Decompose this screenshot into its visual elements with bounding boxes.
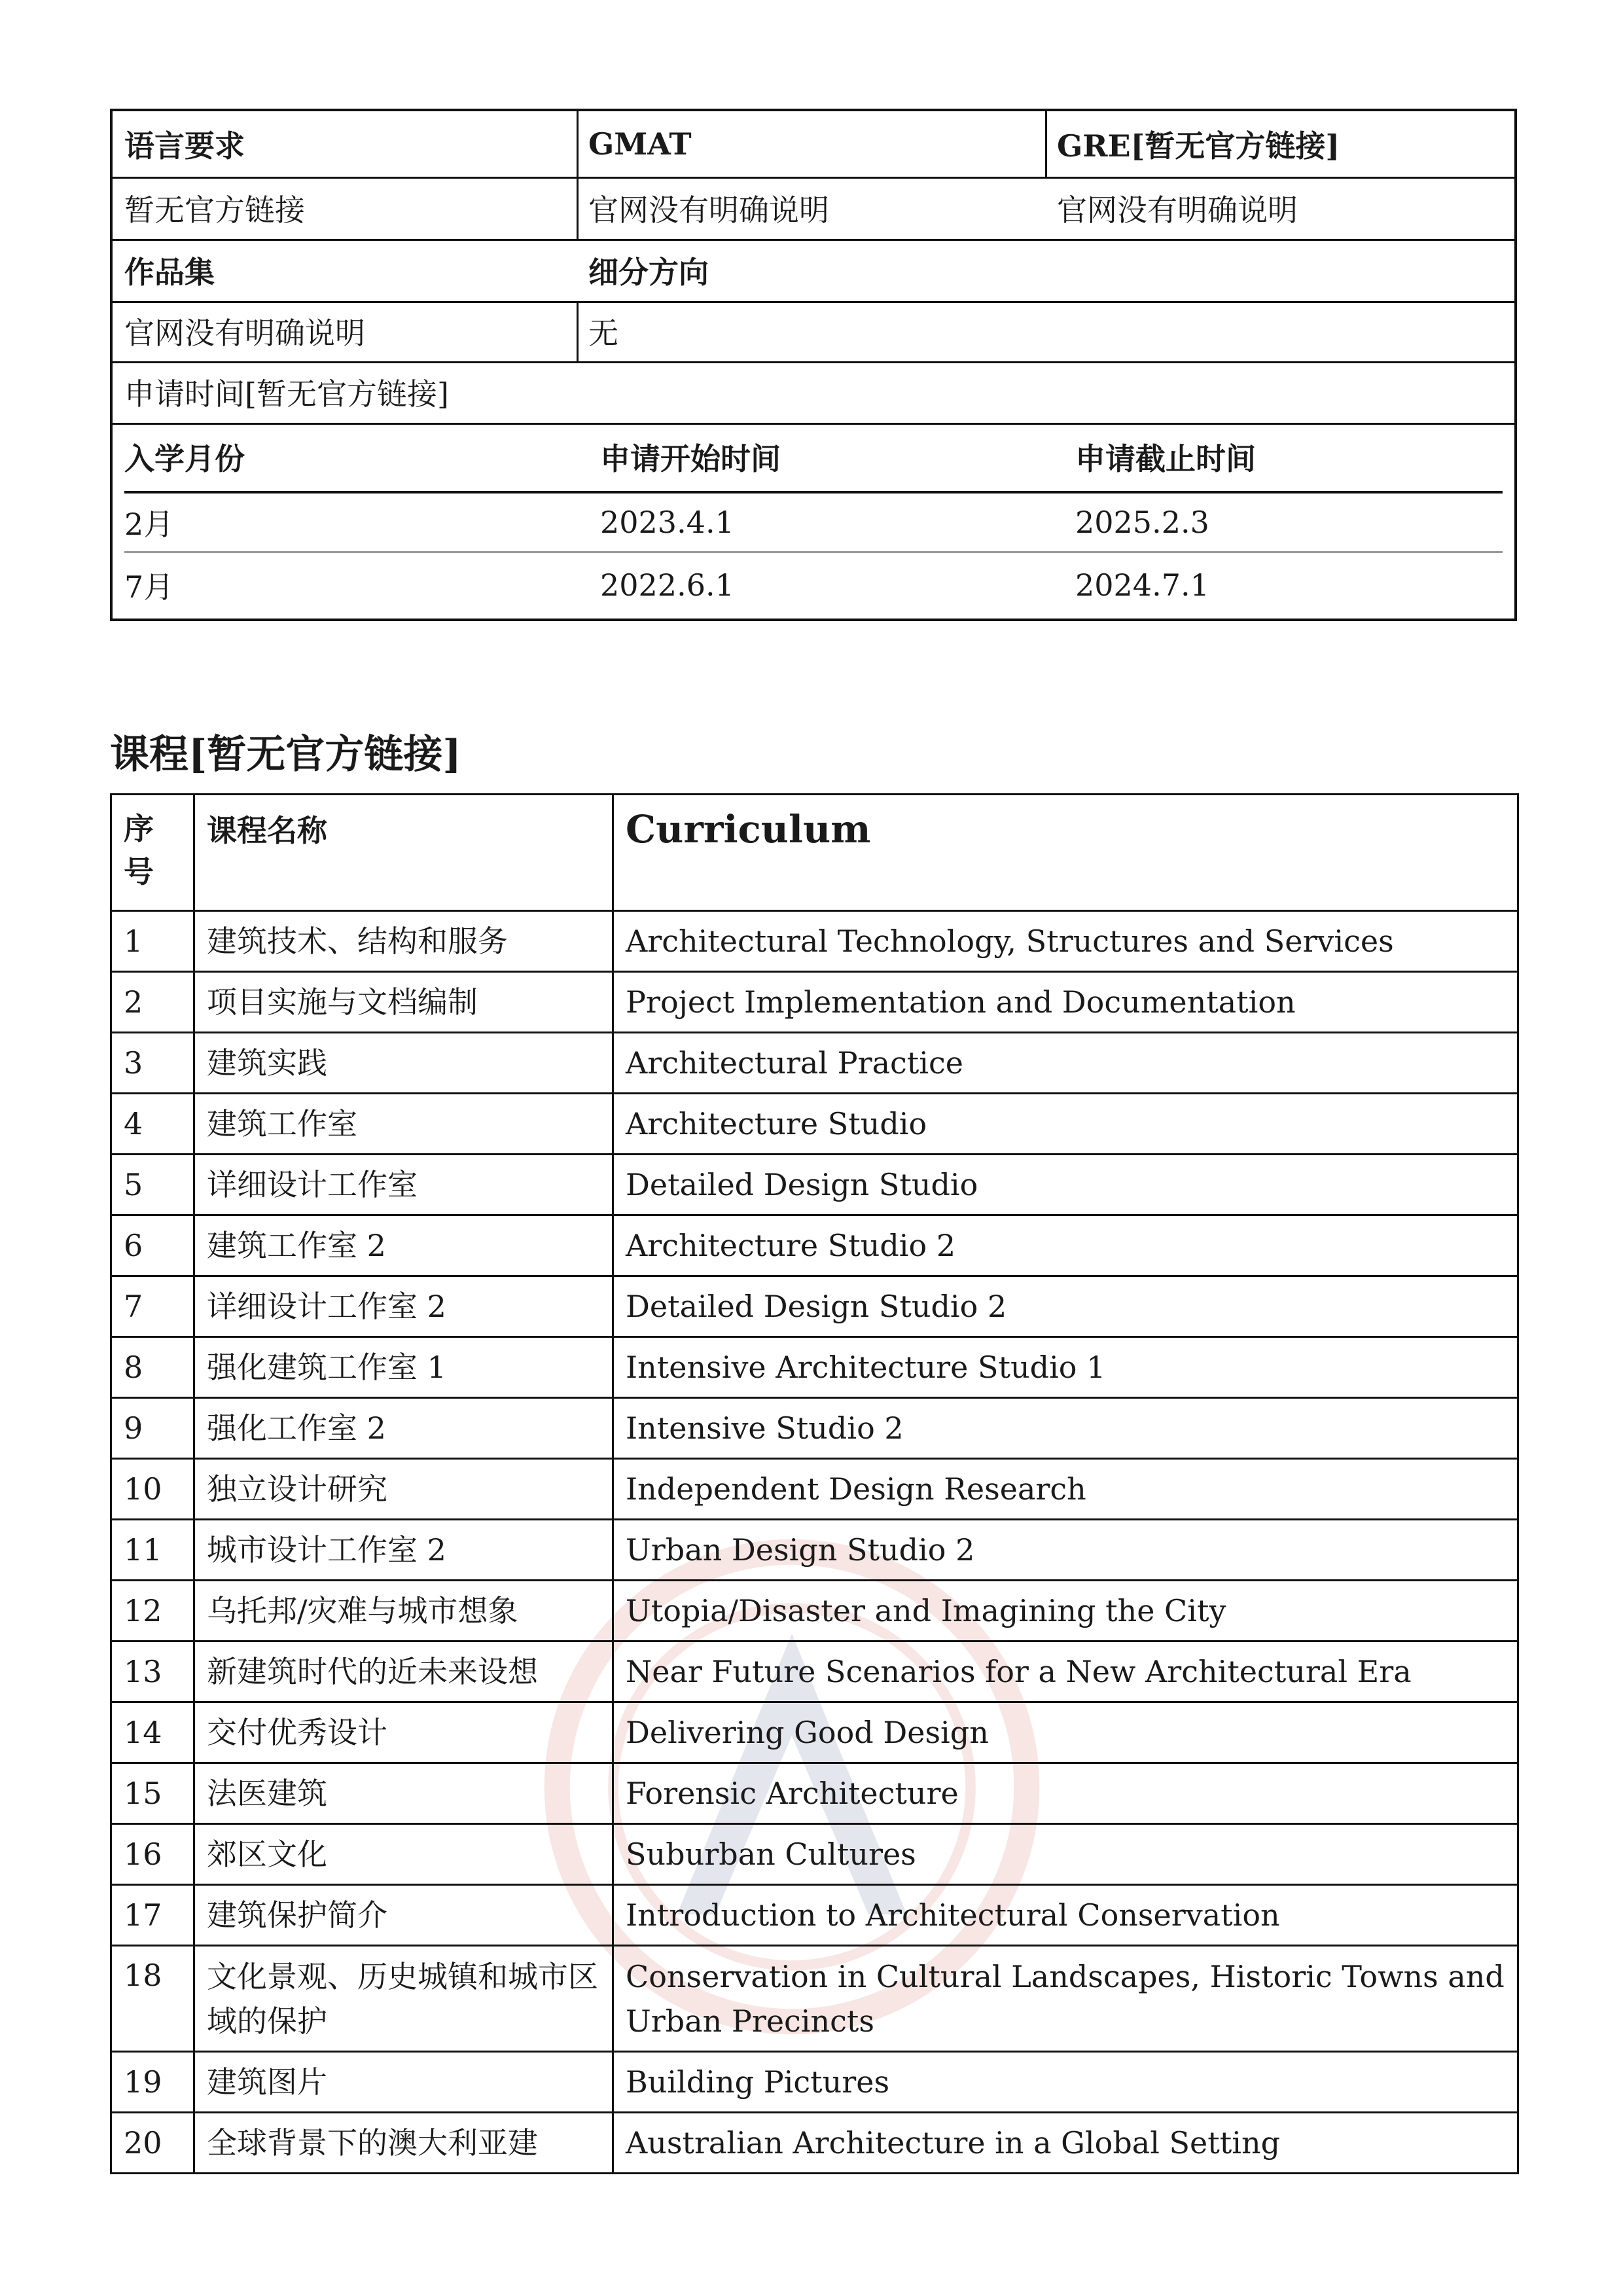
course-name-cn: 强化工作室 2 xyxy=(194,1398,613,1459)
course-number: 20 xyxy=(111,2113,194,2174)
course-number: 10 xyxy=(111,1459,194,1520)
gre-value: 官网没有明确说明 xyxy=(1057,192,1298,228)
requirements-table xyxy=(110,109,1517,621)
course-name-en: Detailed Design Studio xyxy=(613,1155,1518,1215)
specialization-value: 无 xyxy=(588,315,618,351)
course-number: 8 xyxy=(111,1337,194,1398)
gmat-value: 官网没有明确说明 xyxy=(588,192,829,228)
course-name-cn: 建筑实践 xyxy=(194,1033,613,1094)
course-number: 1 xyxy=(111,911,194,972)
course-name-cn: 建筑图片 xyxy=(194,2052,613,2113)
table-row xyxy=(111,1215,1518,1276)
intake-row xyxy=(124,493,1503,551)
table-row xyxy=(111,1276,1518,1337)
course-name-cn: 文化景观、历史城镇和城市区域的保护 xyxy=(194,1946,613,2052)
table-row xyxy=(111,1033,1518,1094)
course-name-en: Near Future Scenarios for a New Architectural Era xyxy=(613,1641,1518,1702)
course-number: 5 xyxy=(111,1155,194,1215)
number-header: 序号 xyxy=(111,795,194,911)
course-number: 3 xyxy=(111,1033,194,1094)
course-name-en: Australian Architecture in a Global Setting xyxy=(613,2113,1518,2174)
course-name-header: 课程名称 xyxy=(194,795,613,911)
table-row xyxy=(111,1398,1518,1459)
table-row xyxy=(111,1094,1518,1155)
course-number: 6 xyxy=(111,1215,194,1276)
table-row xyxy=(111,2113,1518,2174)
course-name-cn: 交付优秀设计 xyxy=(194,1702,613,1763)
course-name-en: Intensive Studio 2 xyxy=(613,1398,1518,1459)
course-name-en: Urban Design Studio 2 xyxy=(613,1520,1518,1581)
course-name-en: Architectural Technology, Structures and Services xyxy=(613,911,1518,972)
course-name-cn: 建筑工作室 xyxy=(194,1094,613,1155)
table-row xyxy=(111,1702,1518,1763)
table-row xyxy=(111,1581,1518,1641)
start-time-header: 申请开始时间 xyxy=(600,441,781,476)
course-name-cn: 建筑技术、结构和服务 xyxy=(194,911,613,972)
course-number: 16 xyxy=(111,1824,194,1885)
course-name-cn: 项目实施与文档编制 xyxy=(194,972,613,1033)
course-name-en: Intensive Architecture Studio 1 xyxy=(613,1337,1518,1398)
course-number: 19 xyxy=(111,2052,194,2113)
intake-month: 7月 xyxy=(124,569,174,605)
curriculum-header: Curriculum xyxy=(613,795,1518,911)
language-requirement-value: 暂无官方链接 xyxy=(124,192,305,228)
course-name-en: Building Pictures xyxy=(613,2052,1518,2113)
gmat-label: GMAT xyxy=(588,126,692,162)
course-name-en: Independent Design Research xyxy=(613,1459,1518,1520)
course-name-en: Architecture Studio 2 xyxy=(613,1215,1518,1276)
table-row xyxy=(111,2052,1518,2113)
course-number: 17 xyxy=(111,1885,194,1946)
specialization-label: 细分方向 xyxy=(588,254,709,290)
deadline-header: 申请截止时间 xyxy=(1075,441,1256,476)
course-number: 15 xyxy=(111,1763,194,1824)
application-time-label: 申请时间[暂无官方链接] xyxy=(124,376,449,412)
course-name-cn: 独立设计研究 xyxy=(194,1459,613,1520)
course-name-en: Architecture Studio xyxy=(613,1094,1518,1155)
gre-label: GRE[暂无官方链接] xyxy=(1057,128,1340,164)
course-name-en: Introduction to Architectural Conservation xyxy=(613,1885,1518,1946)
course-name-cn: 建筑保护简介 xyxy=(194,1885,613,1946)
course-number: 9 xyxy=(111,1398,194,1459)
intake-month: 2月 xyxy=(124,507,174,542)
table-row xyxy=(111,1763,1518,1824)
table-row xyxy=(111,911,1518,972)
course-number: 18 xyxy=(111,1946,194,2052)
course-name-en: Architectural Practice xyxy=(613,1033,1518,1094)
curriculum-table xyxy=(110,793,1519,2174)
course-name-cn: 新建筑时代的近未来设想 xyxy=(194,1641,613,1702)
course-name-en: Conservation in Cultural Landscapes, Historic Towns and Urban Precincts xyxy=(613,1946,1518,2052)
table-row xyxy=(111,1337,1518,1398)
course-name-en: Project Implementation and Documentation xyxy=(613,972,1518,1033)
intake-start: 2023.4.1 xyxy=(600,505,734,540)
table-row xyxy=(111,972,1518,1033)
intake-end: 2024.7.1 xyxy=(1075,567,1209,603)
course-number: 12 xyxy=(111,1581,194,1641)
course-name-en: Detailed Design Studio 2 xyxy=(613,1276,1518,1337)
table-row xyxy=(111,1520,1518,1581)
course-name-en: Forensic Architecture xyxy=(613,1763,1518,1824)
course-number: 4 xyxy=(111,1094,194,1155)
intake-table xyxy=(124,423,1503,621)
course-number: 14 xyxy=(111,1702,194,1763)
course-name-cn: 乌托邦/灾难与城市想象 xyxy=(194,1581,613,1641)
course-number: 13 xyxy=(111,1641,194,1702)
table-row xyxy=(111,1155,1518,1215)
course-name-cn: 全球背景下的澳大利亚建 xyxy=(194,2113,613,2174)
intake-month-header: 入学月份 xyxy=(124,441,245,476)
course-number: 11 xyxy=(111,1520,194,1581)
course-name-cn: 城市设计工作室 2 xyxy=(194,1520,613,1581)
table-header-row xyxy=(111,795,1518,911)
language-requirement-label: 语言要求 xyxy=(124,128,245,164)
table-row xyxy=(111,1459,1518,1520)
intake-start: 2022.6.1 xyxy=(600,567,734,603)
course-name-cn: 强化建筑工作室 1 xyxy=(194,1337,613,1398)
intake-end: 2025.2.3 xyxy=(1075,505,1209,540)
course-name-cn: 法医建筑 xyxy=(194,1763,613,1824)
course-number: 2 xyxy=(111,972,194,1033)
table-row xyxy=(111,1824,1518,1885)
course-name-cn: 建筑工作室 2 xyxy=(194,1215,613,1276)
course-name-cn: 郊区文化 xyxy=(194,1824,613,1885)
course-name-cn: 详细设计工作室 xyxy=(194,1155,613,1215)
table-row xyxy=(111,1641,1518,1702)
course-name-en: Suburban Cultures xyxy=(613,1824,1518,1885)
course-number: 7 xyxy=(111,1276,194,1337)
portfolio-label: 作品集 xyxy=(124,254,215,290)
intake-row xyxy=(124,553,1503,617)
course-name-cn: 详细设计工作室 2 xyxy=(194,1276,613,1337)
course-name-en: Delivering Good Design xyxy=(613,1702,1518,1763)
table-row xyxy=(111,1885,1518,1946)
course-name-en: Utopia/Disaster and Imagining the City xyxy=(613,1581,1518,1641)
table-row xyxy=(111,1946,1518,2052)
courses-title: 课程[暂无官方链接] xyxy=(110,732,461,778)
portfolio-value: 官网没有明确说明 xyxy=(124,315,365,351)
intake-header-row xyxy=(124,423,1503,491)
